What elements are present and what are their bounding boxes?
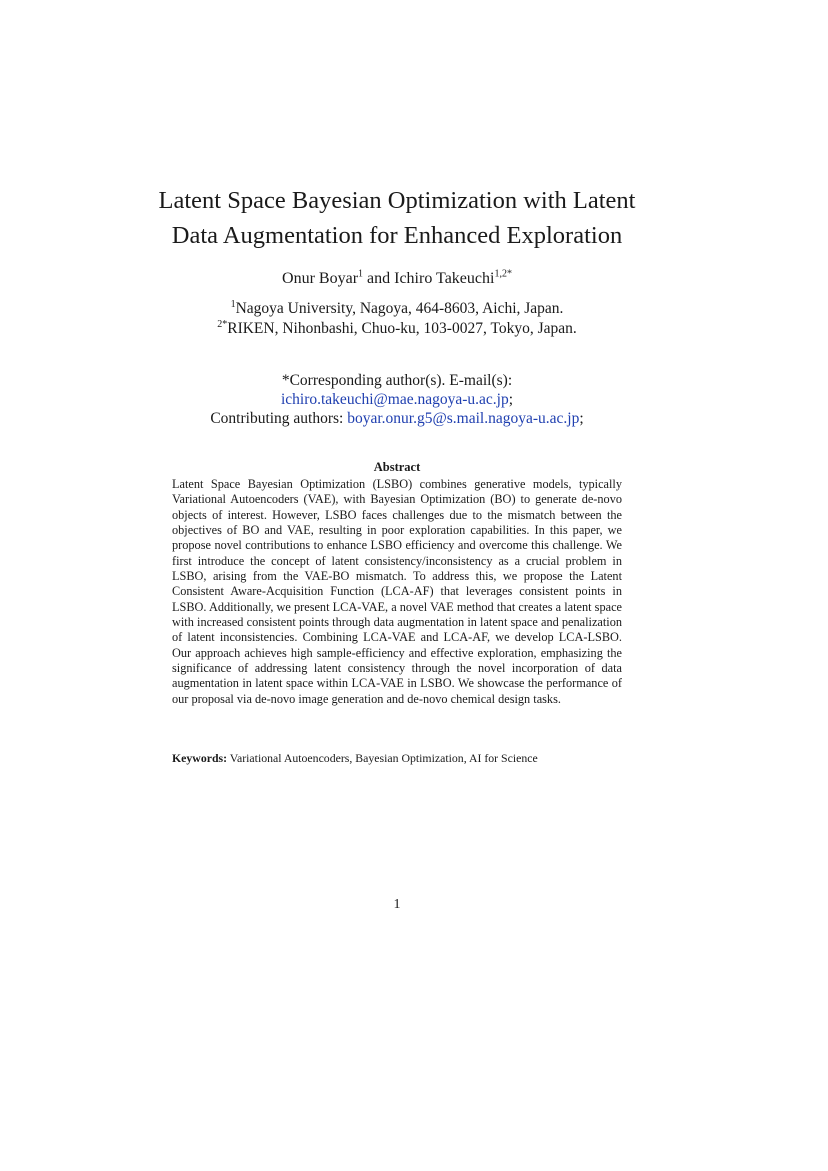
affiliation-item bbox=[100, 299, 694, 319]
affiliation-list bbox=[100, 299, 694, 339]
page-number: 1 bbox=[393, 897, 401, 912]
abstract-body: Latent Space Bayesian Optimization (LSBO) combines generative models, typically Variational Autoencoders (VAE), with Bayesian Optimization (BO) to generate de-novo objects of interest. However, LSBO faces challenges due to the mismatch between the objectives of BO and VAE, resulting in poor exploration capabilities. In this paper, we propose novel contributions to enhance LSBO efficiency and overcome this challenge. We first introduce the concept of latent consistency/inconsistency as a crucial problem in LSBO, arising from the VAE-BO mismatch. To address this, we propose the Latent Consistent Aware-Acquisition Function (LCA-AF) that leverages consistent points in LSBO. Additionally, we present LCA-VAE, a novel VAE method that creates a latent space with increased consistent points through data augmentation in latent space and penalization of latent inconsistencies. Combining LCA-VAE and LCA-AF, we develop LCA-LSBO. Our approach achieves high sample-efficiency and effective exploration, emphasizing the significance of addressing latent consistency through the novel incorporation of data augmentation in latent space within LCA-VAE in LSBO. We showcase the performance of our proposal via de-novo image generation and de-novo chemical design tasks. bbox=[172, 477, 622, 706]
email-separator: ; bbox=[579, 410, 584, 427]
contributing-label: Contributing authors: bbox=[210, 410, 348, 427]
author-list bbox=[100, 268, 694, 290]
corresponding-email-line bbox=[100, 390, 694, 409]
affiliation-mark: 1 bbox=[230, 298, 236, 310]
author-affiliation-mark: 1 bbox=[358, 268, 364, 280]
contributing-email-link[interactable]: boyar.onur.g5@s.mail.nagoya-u.ac.jp bbox=[347, 410, 580, 427]
email-separator: ; bbox=[508, 391, 514, 408]
keywords-line bbox=[172, 751, 622, 766]
keywords-text: Variational Autoencoders, Bayesian Optimization, AI for Science bbox=[227, 751, 538, 765]
abstract-heading: Abstract bbox=[373, 460, 421, 474]
title-line-2: Data Augmentation for Enhanced Exploration bbox=[171, 222, 623, 249]
affiliation-text: RIKEN, Nihonbashi, Chuo-ku, 103-0027, Tokyo, Japan. bbox=[227, 320, 577, 337]
author-name: Ichiro Takeuchi bbox=[394, 270, 495, 287]
corresponding-label: *Corresponding author(s). E-mail(s): bbox=[281, 372, 513, 389]
paper-title bbox=[100, 183, 694, 253]
affiliation-text: Nagoya University, Nagoya, 464-8603, Aichi, Japan. bbox=[235, 300, 564, 317]
affiliation-item bbox=[100, 319, 694, 339]
author-affiliation-mark: 1,2* bbox=[494, 268, 512, 280]
keywords-label: Keywords: bbox=[172, 751, 228, 765]
corresponding-email-link[interactable]: ichiro.takeuchi@mae.nagoya-u.ac.jp bbox=[280, 391, 509, 408]
author-conjunction: and bbox=[363, 270, 395, 287]
contact-block bbox=[100, 371, 694, 428]
title-line-1: Latent Space Bayesian Optimization with Latent bbox=[158, 187, 636, 214]
affiliation-mark: 2* bbox=[217, 318, 228, 330]
author-name: Onur Boyar bbox=[282, 270, 359, 287]
contributing-authors-line bbox=[100, 409, 694, 428]
